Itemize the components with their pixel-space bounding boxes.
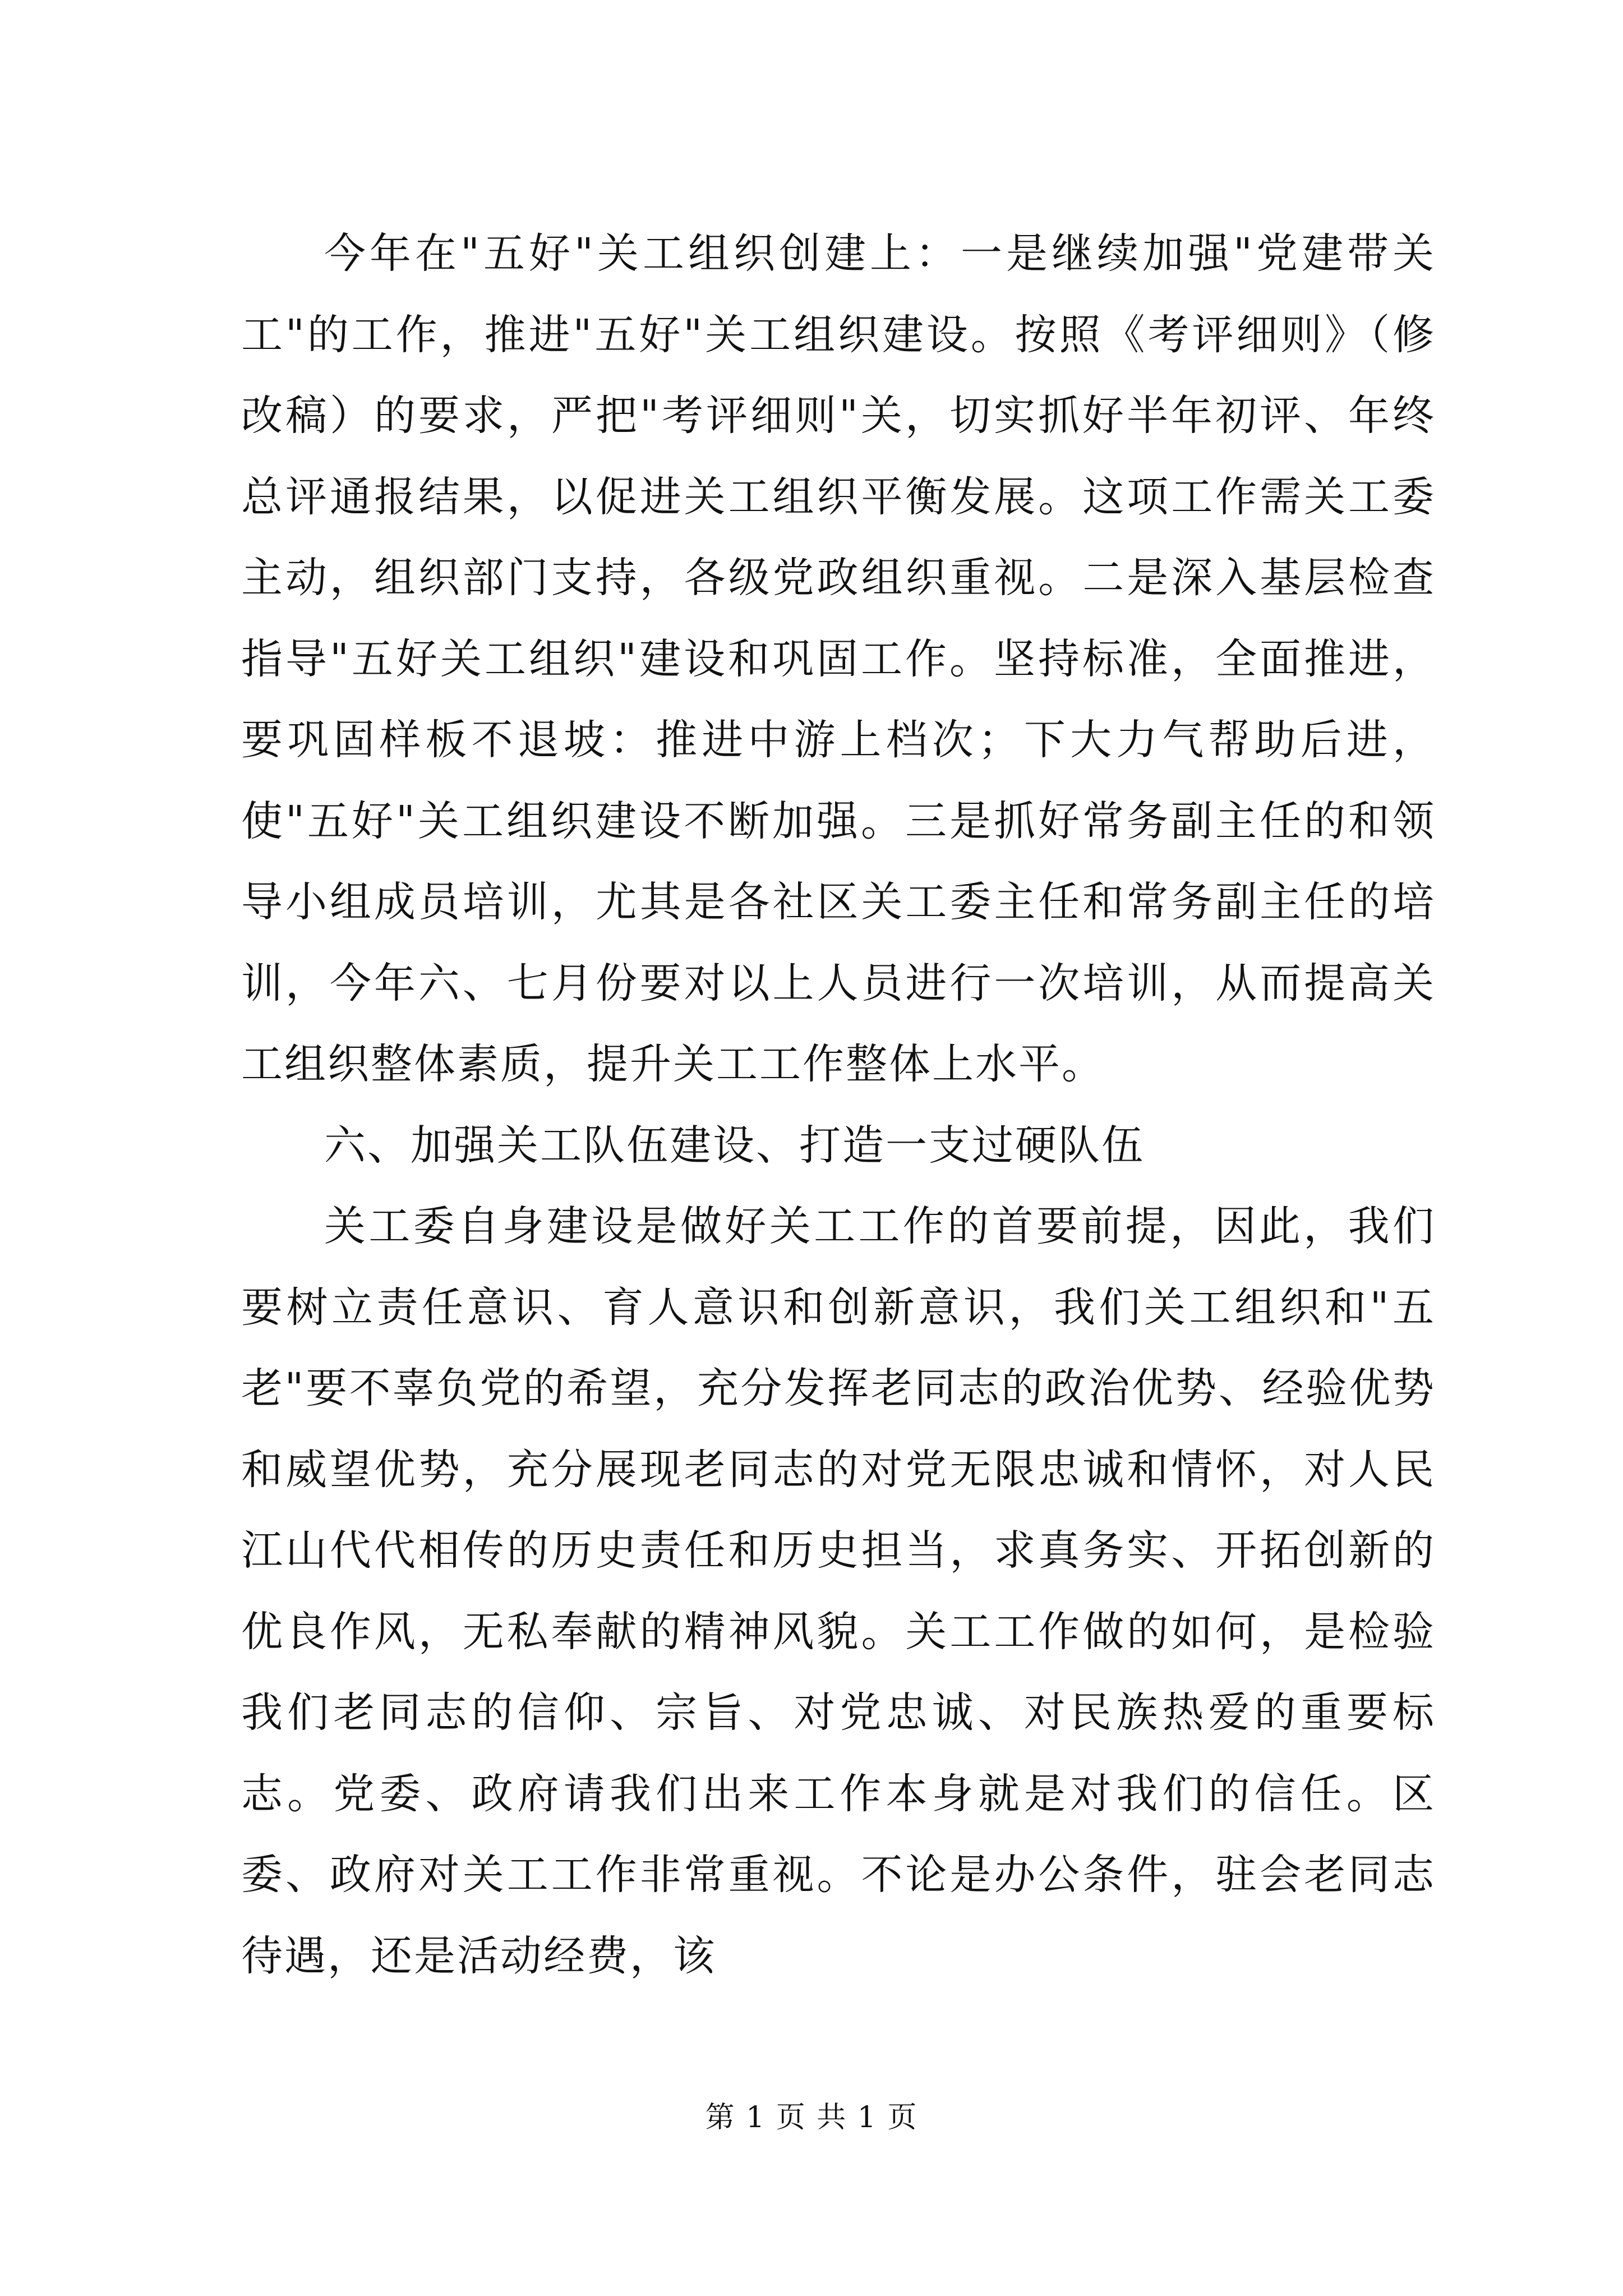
page-footer: 第 1 页 共 1 页 xyxy=(705,2101,918,2134)
paragraph-team-building: 关工委自身建设是做好关工工作的首要前提，因此，我们要树立责任意识、育人意识和创新意识，我们关工组织和"五老"要不辜负党的希望，充分发挥老同志的政治优势、经验优势和威望优势，充分展现老同志的对党无限忠诚和情怀，对人民江山代代相传的历史责任和历史担当，求真务实、开拓创新的优良作风，无私奉献的精神风貌。关工工作做的如何，是检验我们老同志的信仰、宗旨、对党忠诚、对民族热爱的重要标志。党委、政府请我们出来工作本身就是对我们的信任。区委、政府对关工工作非常重视。不论是办公条件，驻会老同志待遇，还是活动经费，该 xyxy=(241,1202,1436,1980)
document-body xyxy=(241,213,1436,1996)
section-heading-six: 六、加强关工队伍建设、打造一支过硬队伍 xyxy=(324,1121,1145,1170)
paragraph-five-good-organization: 今年在"五好"关工组织创建上：一是继续加强"党建带关工"的工作，推进"五好"关工组织建设。按照《考评细则》（修改稿）的要求，严把"考评细则"关，切实抓好半年初评、年终总评通报结果，以促进关工组织平衡发展。这项工作需关工委主动，组织部门支持，各级党政组织重视。二是深入基层检查指导"五好关工组织"建设和巩固工作。坚持标准，全面推进，要巩固样板不退坡：推进中游上档次；下大力气帮助后进，使"五好"关工组织建设不断加强。三是抓好常务副主任的和领导小组成员培训，尤其是各社区关工委主任和常务副主任的培训，今年六、七月份要对以上人员进行一次培训，从而提高关工组织整体素质，提升关工工作整体上水平。 xyxy=(241,229,1436,1088)
